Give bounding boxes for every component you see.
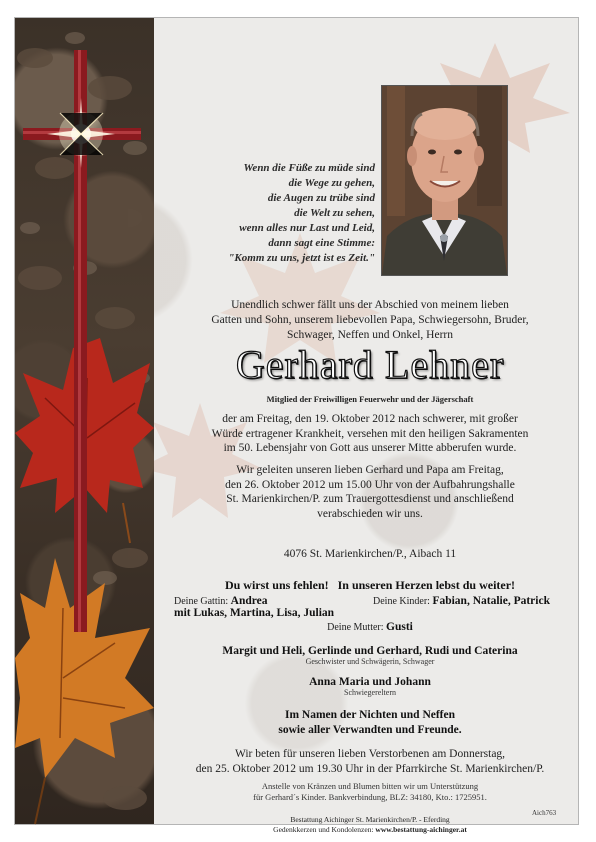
document-code: Aich763 — [532, 809, 557, 817]
decorative-side-panel — [15, 18, 154, 824]
poem-line: die Wege zu gehen, — [288, 177, 375, 189]
prayer-line: den 25. Oktober 2012 um 19.30 Uhr in der Pfarrkirche St. Marienkirchen/P. — [195, 763, 545, 775]
funeral-info — [174, 463, 566, 521]
wife-entry — [174, 595, 364, 619]
children-label: Deine Kinder: — [373, 596, 430, 607]
children-names: Fabian, Natalie, Patrick — [432, 595, 550, 607]
funeral-line: Wir geleiten unseren lieben Gerhard und Papa am Freitag, — [236, 464, 504, 476]
inlaws-caption: Schwiegereltern — [344, 688, 396, 697]
mother-label: Deine Mutter: — [327, 622, 384, 633]
intro-line: Unendlich schwer fällt uns der Abschied von meinem lieben — [231, 299, 509, 311]
prayer-info — [174, 747, 566, 777]
motto: Du wirst uns fehlen! In unseren Herzen lebst du weiter! — [224, 578, 516, 592]
death-notice — [174, 412, 566, 456]
poem-line: wenn alles nur Last und Leid, — [239, 222, 375, 234]
siblings-entry — [174, 645, 566, 666]
poem-line: die Welt zu sehen, — [294, 207, 375, 219]
notice-line: im 50. Lebensjahr von Gott aus unserer Mitte abberufen wurde. — [223, 442, 517, 454]
membership-subtitle: Mitglied der Freiwilligen Feuerwehr und der Jägerschaft — [266, 394, 474, 404]
donation-line: für Gerhard´s Kinder. Bankverbindung, BLZ: 34180, Kto.: 1725951. — [253, 792, 487, 802]
siblings-names: Margit und Heli, Gerlinde und Gerhard, Rudi und Caterina — [222, 645, 518, 657]
children-entry — [373, 595, 573, 607]
farewell-intro — [174, 298, 566, 343]
prayer-line: Wir beten für unseren lieben Verstorbenen am Donnerstag, — [234, 748, 506, 760]
donation-note — [174, 781, 566, 803]
portrait-photo — [381, 85, 508, 276]
poem-line: Wenn die Füße zu müde sind — [243, 162, 375, 174]
nieces-line: Im Namen der Nichten und Neffen — [284, 709, 456, 721]
siblings-caption: Geschwister und Schwägerin, Schwager — [305, 657, 435, 666]
family-address: 4076 St. Marienkirchen/P., Aibach 11 — [283, 548, 457, 560]
inlaws-names: Anna Maria und Johann — [309, 676, 431, 688]
mother-entry — [174, 621, 566, 633]
deceased-name: Gerhard Lehner — [235, 342, 505, 387]
notice-line: der am Freitag, den 19. Oktober 2012 nach schwerer, mit großer — [222, 413, 518, 425]
memorial-poem — [185, 161, 375, 266]
obituary-card — [14, 17, 579, 834]
wife-children: mit Lukas, Martina, Lisa, Julian — [174, 607, 335, 619]
intro-line: Schwager, Neffen und Onkel, Herrn — [286, 329, 454, 341]
intro-line: Gatten und Sohn, unserem liebevollen Papa, Schwiegersohn, Bruder, — [211, 314, 529, 326]
inlaws-entry — [174, 676, 566, 697]
condolence-label: Gedenkkerzen und Kondolenzen: — [273, 824, 374, 834]
poem-line: "Komm zu uns, jetzt ist es Zeit." — [228, 252, 375, 264]
wife-label: Deine Gattin: — [174, 596, 229, 607]
relatives-entry — [174, 708, 566, 738]
funeral-line: verabschieden wir uns. — [317, 507, 423, 520]
poem-line: dann sagt eine Stimme: — [268, 237, 375, 249]
mother-name: Gusti — [386, 621, 413, 633]
notice-line: Würde ertragener Krankheit, versehen mit den heiligen Sakramenten — [211, 427, 529, 440]
donation-line: Anstelle von Kränzen und Blumen bitten wir um Unterstützung — [261, 781, 479, 791]
funeral-line: den 26. Oktober 2012 um 15.00 Uhr von der Aufbahrungshalle — [225, 478, 515, 491]
funeral-home-website[interactable]: www.bestattung-aichinger.at — [375, 824, 467, 834]
poem-line: die Augen zu trübe sind — [267, 192, 375, 204]
funeral-line: St. Marienkirchen/P. zum Trauergottesdienst und anschließend — [226, 493, 514, 505]
funeral-home-footer — [174, 815, 566, 834]
relatives-line: sowie aller Verwandten und Freunde. — [278, 724, 462, 736]
wife-name: Andrea — [230, 595, 268, 607]
funeral-home-name: Bestattung Aichinger St. Marienkirchen/P. - Eferding — [290, 815, 450, 824]
